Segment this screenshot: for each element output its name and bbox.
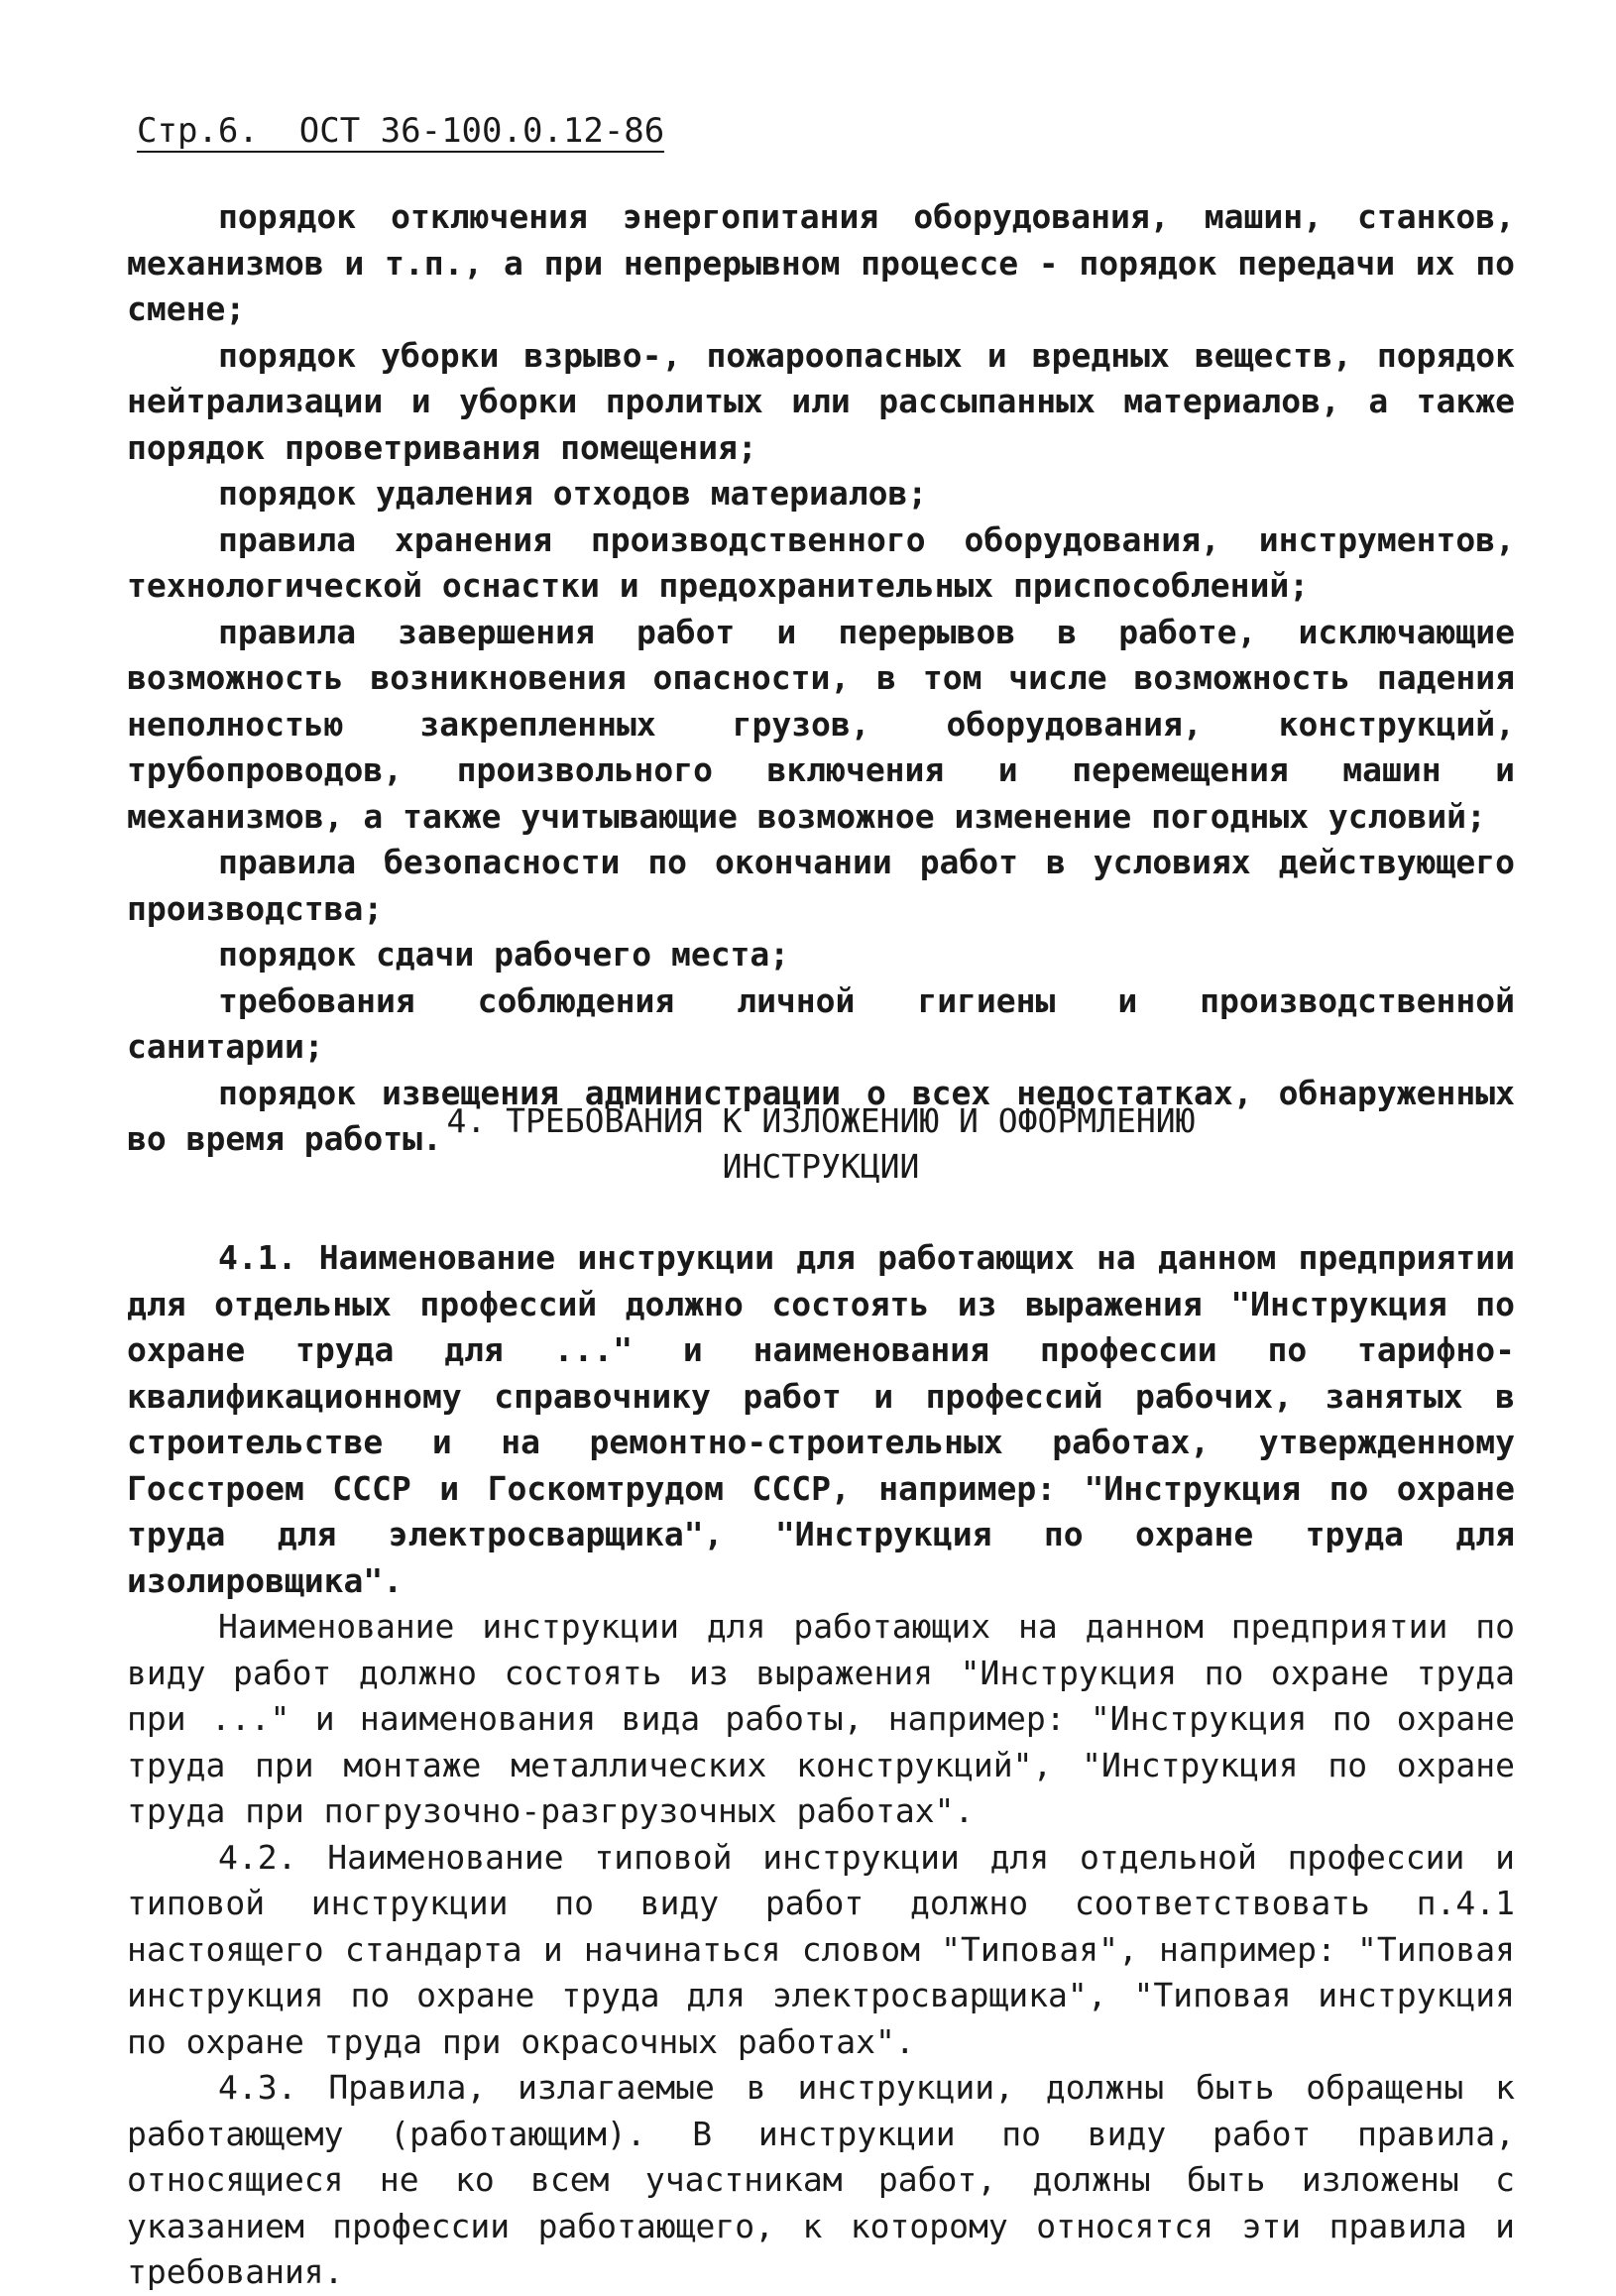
section-heading-line2: ИНСТРУКЦИИ [722, 1147, 920, 1186]
list-item: правила хранения производственного оборудования, инструментов, технологической оснастки и предохранительных приспособлений; [127, 519, 1515, 605]
list-item: порядок отключения энергопитания оборудования, машин, станков, механизмов и т.п., а при непрерывном процессе - порядок передачи их по смене; [127, 197, 1515, 328]
section-heading-line1: 4. ТРЕБОВАНИЯ К ИЗЛОЖЕНИЮ И ОФОРМЛЕНИЮ [446, 1101, 1196, 1140]
paragraph-4-2: 4.2. Наименование типовой инструкции для отдельной профессии и типовой инструкции по виду работ должно соответствовать п.4.1 настоящего стандарта и начинаться словом "Типовая", например: "Типовая инструкция по охране труда для электросварщика", "Типовая инструкция по охране труда при окрасочных работах". [127, 1837, 1515, 2061]
page-reference: Стр.6. [137, 111, 259, 151]
section-heading [127, 1098, 1515, 1190]
paragraph-4-1-cont: Наименование инструкции для работающих на данном предприятии по виду работ должно состоять из выражения "Инструкция по охране труда при ..." и наименования вида работы, например: "Инструкция по охране труда при монтаже металлических конструкций", "Инструкция по охране труда при погрузочно-разгрузочных работах". [127, 1607, 1515, 1830]
document-code: ОСТ 36-100.0.12-86 [298, 111, 665, 151]
list-item: требования соблюдения личной гигиены и производственной санитарии; [127, 980, 1515, 1066]
list-item: порядок уборки взрыво-, пожароопасных и вредных веществ, порядок нейтрализации и уборки пролитых или рассыпанных материалов, а также порядок проветривания помещения; [127, 335, 1515, 467]
list-item: порядок сдачи рабочего места; [218, 935, 790, 974]
section3-tail [127, 194, 1515, 1163]
list-item: порядок удаления отходов материалов; [218, 474, 928, 513]
paragraph-4-3: 4.3. Правила, излагаемые в инструкции, должны быть обращены к работающему (работающим). В инструкции по виду работ правила, относящиеся не ко всем участникам работ, должны быть изложены с указанием профессии работающего, к которому относятся эти правила и требования. [127, 2068, 1515, 2291]
list-item: правила безопасности по окончании работ в условиях действующего производства; [127, 843, 1515, 928]
page-header [137, 111, 664, 153]
list-item: порядок извещения администрации о всех недостатках, обнаруженных во время работы. [127, 1073, 1515, 1158]
list-item: правила завершения работ и перерывов в работе, исключающие возможность возникновения опасности, в том числе возможность падения неполностью закрепленных грузов, оборудования, конструкций, трубопроводов, произвольного включения и перемещения машин и механизмов, а также учитывающие возможное изменение погодных условий; [127, 612, 1515, 836]
section4-body [127, 1235, 1515, 2296]
paragraph-4-1: 4.1. Наименование инструкции для работающих на данном предприятии для отдельных профессий должно состоять из выражения "Инструкция по охране труда для ..." и наименования профессии по тарифно-квалификационному справочнику работ и профессий рабочих, занятых в строительстве и на ремонтно-строительных работах, утвержденному Госстроем СССР и Госкомтрудом СССР, например: "Инструкция по охране труда для электросварщика", "Инструкция по охране труда для изолировщика". [127, 1238, 1515, 1600]
